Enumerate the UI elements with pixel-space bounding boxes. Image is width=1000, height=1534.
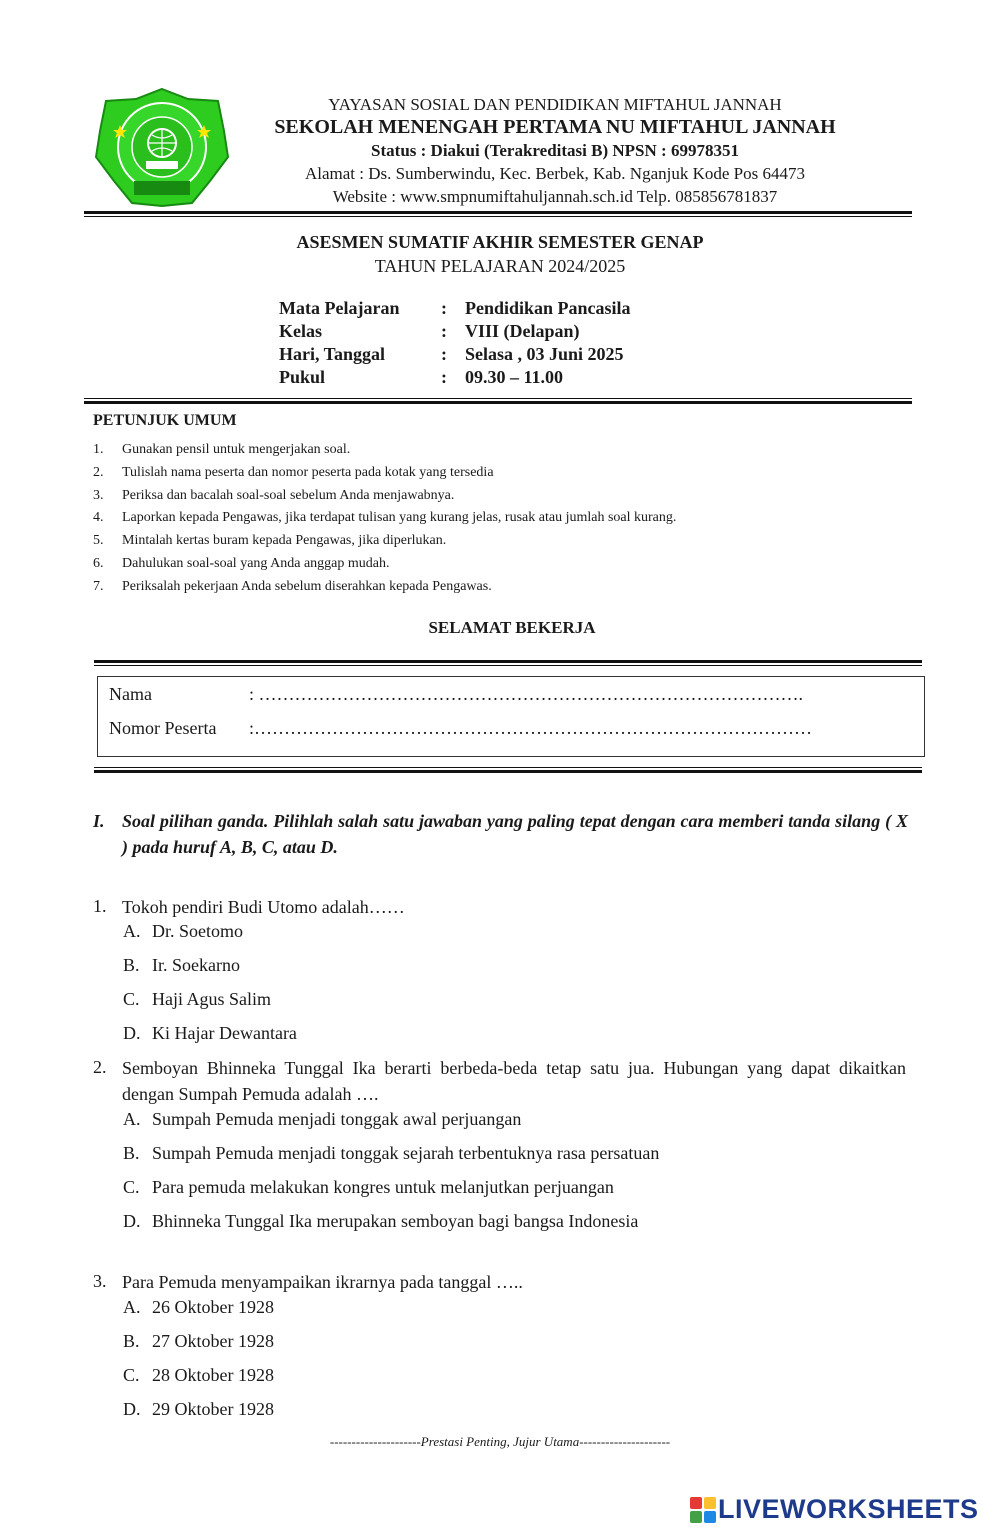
name-field[interactable]: : ………………………………………………………………………………. (249, 684, 804, 704)
option-1b[interactable]: B. Ir. Soekarno (123, 955, 240, 975)
identity-rule-top-thin (94, 665, 922, 666)
identity-box (97, 676, 925, 757)
option-2b[interactable]: B. Sumpah Pemuda menjadi tonggak sejarah terbentuknya rasa persatuan (123, 1143, 660, 1163)
section-text: Soal pilihan ganda. Pilihlah salah satu jawaban yang paling tepat dengan cara memberi tanda silang ( X ) pada huruf A, B, C, atau D. (122, 811, 908, 857)
option-2d[interactable]: D. Bhinneka Tunggal Ika merupakan semboyan bagi bangsa Indonesia (123, 1211, 639, 1231)
list-item: 3. Periksa dan bacalah soal-soal sebelum Anda menjawabnya. (93, 487, 455, 503)
question-number: 2. (93, 1057, 107, 1077)
school-status: Status : Diakui (Terakreditasi B) NPSN : 69978351 (371, 141, 739, 160)
list-item: 1. Gunakan pensil untuk mengerjakan soal. (93, 442, 351, 457)
instructions-list (93, 442, 676, 602)
option-3a[interactable]: A. 26 Oktober 1928 (123, 1297, 274, 1317)
liveworksheets-logo-icon (690, 1497, 716, 1523)
info-row: Kelas : VIII (Delapan) (279, 321, 580, 341)
exam-info (279, 298, 631, 390)
school-name: SEKOLAH MENENGAH PERTAMA NU MIFTAHUL JANNAH (274, 116, 836, 138)
info-row: Mata Pelajaran : Pendidikan Pancasila (279, 298, 631, 318)
list-item: 7. Periksalah pekerjaan Anda sebelum diserahkan kepada Pengawas. (93, 578, 492, 594)
option-1c[interactable]: C. Haji Agus Salim (123, 989, 272, 1009)
number-row[interactable] (109, 718, 812, 739)
option-1d[interactable]: D. Ki Hajar Dewantara (123, 1023, 297, 1043)
option-3d[interactable]: D. 29 Oktober 1928 (123, 1399, 274, 1419)
option-2c[interactable]: C. Para pemuda melakukan kongres untuk melanjutkan perjuangan (123, 1177, 614, 1197)
list-item: 2. Tulislah nama peserta dan nomor peserta pada kotak yang tersedia (93, 464, 494, 480)
question-number: 3. (93, 1271, 107, 1291)
header-rule (84, 211, 912, 214)
header-rule-thin (84, 216, 912, 217)
name-label: Nama (109, 684, 152, 704)
name-row[interactable] (109, 684, 803, 705)
page-footer: ---------------------Prestasi Penting, Jujur Utama--------------------- (329, 1434, 671, 1449)
option-3c[interactable]: C. 28 Oktober 1928 (123, 1365, 274, 1385)
number-label: Nomor Peserta (109, 718, 217, 738)
identity-rule-top (94, 660, 922, 663)
letterhead (240, 93, 870, 208)
question-number: 1. (93, 896, 107, 916)
question-text: Semboyan Bhinneka Tunggal Ika berarti berbeda-beda tetap satu jua. Hubungan yang dapat dikaitkan dengan Sumpah Pemuda adalah …. (122, 1058, 906, 1104)
school-website: Website : www.smpnumiftahuljannah.sch.id Telp. 085856781837 (332, 187, 778, 206)
identity-rule-bottom-thin (94, 767, 922, 768)
list-item: 4. Laporkan kepada Pengawas, jika terdapat tulisan yang kurang jelas, rusak atau jumlah soal kurang. (93, 510, 677, 526)
info-rule (84, 401, 912, 404)
school-logo (92, 85, 232, 210)
exam-year: TAHUN PELAJARAN 2024/2025 (374, 256, 626, 276)
list-item: 5. Mintalah kertas buram kepada Pengawas, jika diperlukan. (93, 533, 447, 549)
question-text: Tokoh pendiri Budi Utomo adalah…… (122, 897, 405, 917)
info-row: Hari, Tanggal : Selasa , 03 Juni 2025 (279, 344, 624, 364)
greeting: SELAMAT BEKERJA (428, 618, 596, 637)
identity-rule-bottom (94, 770, 922, 773)
info-row: Pukul : 09.30 – 11.00 (279, 367, 564, 387)
foundation-name: YAYASAN SOSIAL DAN PENDIDIKAN MIFTAHUL JANNAH (328, 95, 782, 114)
list-item: 6. Dahulukan soal-soal yang Anda anggap mudah. (93, 555, 390, 571)
question-text: Para Pemuda menyampaikan ikrarnya pada tanggal ….. (122, 1272, 523, 1292)
section-heading (93, 808, 908, 860)
school-address: Alamat : Ds. Sumberwindu, Kec. Berbek, Kab. Nganjuk Kode Pos 64473 (304, 164, 805, 183)
info-rule-thin (84, 398, 912, 399)
watermark-text: LIVEWORKSHEETS (718, 1494, 979, 1524)
option-3b[interactable]: B. 27 Oktober 1928 (123, 1331, 274, 1351)
liveworksheets-watermark (690, 1494, 979, 1525)
option-1a[interactable]: A. Dr. Soetomo (123, 921, 244, 941)
exam-title: ASESMEN SUMATIF AKHIR SEMESTER GENAP (296, 232, 704, 252)
instructions-title: PETUNJUK UMUM (93, 412, 237, 429)
option-2a[interactable]: A. Sumpah Pemuda menjadi tonggak awal perjuangan (123, 1109, 522, 1129)
section-number: I. (93, 811, 105, 831)
number-field[interactable]: :………………………………………………………………………………… (249, 718, 813, 738)
